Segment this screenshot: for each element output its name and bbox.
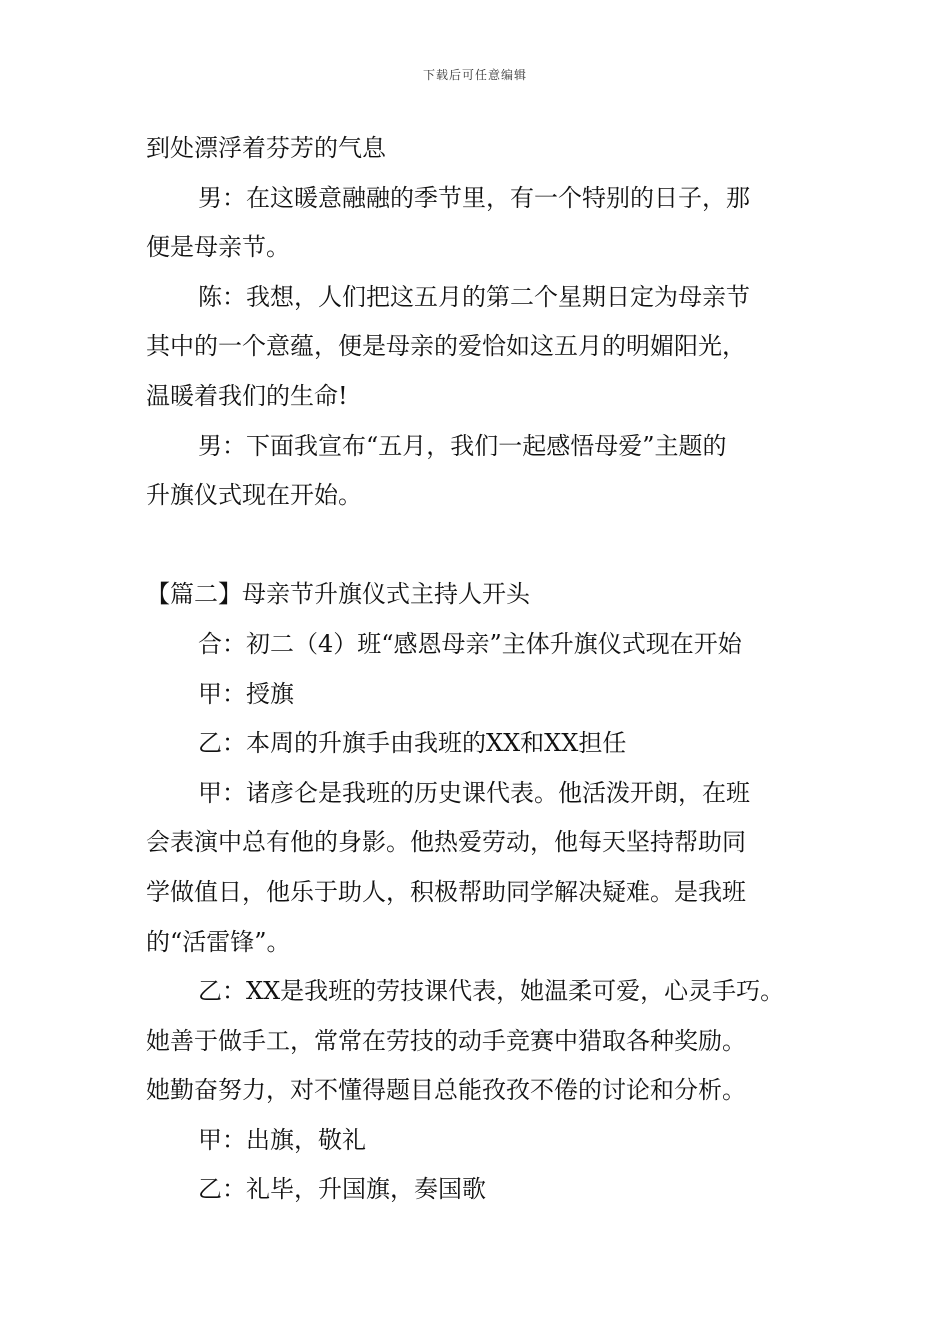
paragraph-line: 乙：XX是我班的劳技课代表，她温柔可爱，心灵手巧。 xyxy=(198,977,785,1006)
section-1 xyxy=(146,124,826,521)
section-spacer xyxy=(146,521,826,571)
page-header-note: 下载后可任意编辑 xyxy=(422,68,527,82)
paragraph-line: 甲：授旗 xyxy=(198,679,294,708)
paragraph-line: 男：下面我宣布“五月，我们一起感悟母爱”主题的 xyxy=(198,431,727,460)
paragraph-line: 学做值日，他乐于助人，积极帮助同学解决疑难。是我班 xyxy=(146,877,746,906)
paragraph-line: 她善于做手工，常常在劳技的动手竞赛中猎取各种奖励。 xyxy=(146,1026,746,1055)
paragraph-line: 其中的一个意蕴，便是母亲的爱恰如这五月的明媚阳光， xyxy=(146,332,746,361)
paragraph-line: 便是母亲节。 xyxy=(146,233,290,262)
document-body xyxy=(146,124,826,1215)
section-2 xyxy=(146,620,826,1215)
paragraph-line: 的“活雷锋”。 xyxy=(146,927,291,956)
paragraph-line: 乙：礼毕，升国旗，奏国歌 xyxy=(198,1175,486,1204)
paragraph-line: 升旗仪式现在开始。 xyxy=(146,481,362,510)
paragraph-line: 乙：本周的升旗手由我班的XX和XX担任 xyxy=(198,729,627,758)
paragraph-line: 甲：诸彦仑是我班的历史课代表。他活泼开朗，在班 xyxy=(198,778,750,807)
paragraph-line: 合：初二（4）班“感恩母亲”主体升旗仪式现在开始 xyxy=(198,629,742,658)
paragraph-line: 甲：出旗，敬礼 xyxy=(198,1125,366,1154)
paragraph-line: 陈：我想，人们把这五月的第二个星期日定为母亲节 xyxy=(198,282,750,311)
paragraph-line: 她勤奋努力，对不懂得题目总能孜孜不倦的讨论和分析。 xyxy=(146,1076,746,1105)
paragraph-line: 温暖着我们的生命! xyxy=(146,381,348,410)
paragraph-line: 到处漂浮着芬芳的气息 xyxy=(146,134,386,162)
paragraph-line: 会表演中总有他的身影。他热爱劳动，他每天坚持帮助同 xyxy=(146,828,746,857)
section-2-title: 【篇二】母亲节升旗仪式主持人开头 xyxy=(146,580,530,609)
paragraph-line: 男：在这暖意融融的季节里，有一个特别的日子，那 xyxy=(198,183,750,212)
